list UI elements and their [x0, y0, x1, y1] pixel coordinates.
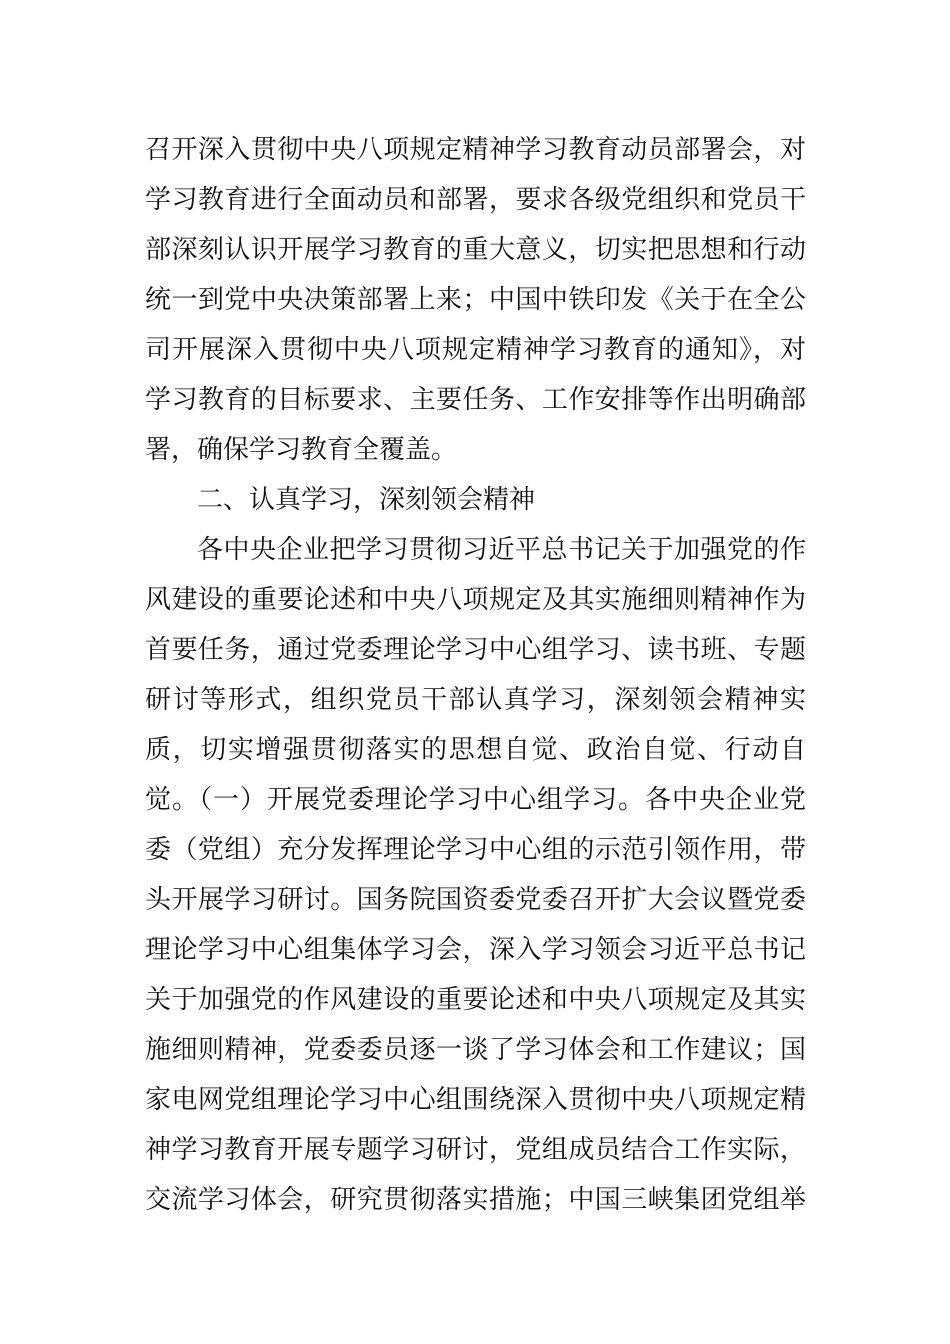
paragraph-line: 觉。（一）开展党委理论学习中心组学习。各中央企业党 [145, 785, 806, 815]
paragraph-line: 关于加强党的作风建设的重要论述和中央八项规定及其实 [145, 985, 806, 1015]
paragraph-line: 委（党组）充分发挥理论学习中心组的示范引领作用，带 [145, 835, 806, 865]
section-heading: 二、认真学习，深刻领会精神 [197, 485, 536, 515]
paragraph-line: 司开展深入贯彻中央八项规定精神学习教育的通知》，对 [145, 335, 806, 365]
paragraph-line: 研讨等形式，组织党员干部认真学习，深刻领会精神实 [145, 685, 806, 715]
paragraph-line: 学习教育的目标要求、主要任务、工作安排等作出明确部 [145, 385, 806, 415]
paragraph-line: 首要任务，通过党委理论学习中心组学习、读书班、专题 [145, 635, 806, 665]
paragraph-line: 风建设的重要论述和中央八项规定及其实施细则精神作为 [145, 585, 806, 615]
paragraph-line: 家电网党组理论学习中心组围绕深入贯彻中央八项规定精 [145, 1085, 806, 1115]
paragraph-line: 质，切实增强贯彻落实的思想自觉、政治自觉、行动自 [145, 735, 806, 765]
paragraph-line: 召开深入贯彻中央八项规定精神学习教育动员部署会，对 [145, 135, 806, 165]
paragraph-line: 各中央企业把学习贯彻习近平总书记关于加强党的作 [197, 535, 806, 565]
paragraph-line: 交流学习体会，研究贯彻落实措施；中国三峡集团党组举 [145, 1185, 806, 1215]
paragraph-line: 神学习教育开展专题学习研讨，党组成员结合工作实际， [145, 1135, 806, 1165]
paragraph-line: 部深刻认识开展学习教育的重大意义，切实把思想和行动 [145, 235, 806, 265]
paragraph-line: 头开展学习研讨。国务院国资委党委召开扩大会议暨党委 [145, 885, 806, 915]
paragraph-line: 学习教育进行全面动员和部署，要求各级党组织和党员干 [145, 185, 806, 215]
document-page [145, 133, 806, 1233]
paragraph-line: 理论学习中心组集体学习会，深入学习领会习近平总书记 [145, 935, 806, 965]
paragraph-line: 施细则精神，党委委员逐一谈了学习体会和工作建议；国 [145, 1035, 806, 1065]
paragraph-line: 统一到党中央决策部署上来；中国中铁印发《关于在全公 [145, 285, 806, 315]
paragraph-line: 署，确保学习教育全覆盖。 [145, 435, 458, 465]
